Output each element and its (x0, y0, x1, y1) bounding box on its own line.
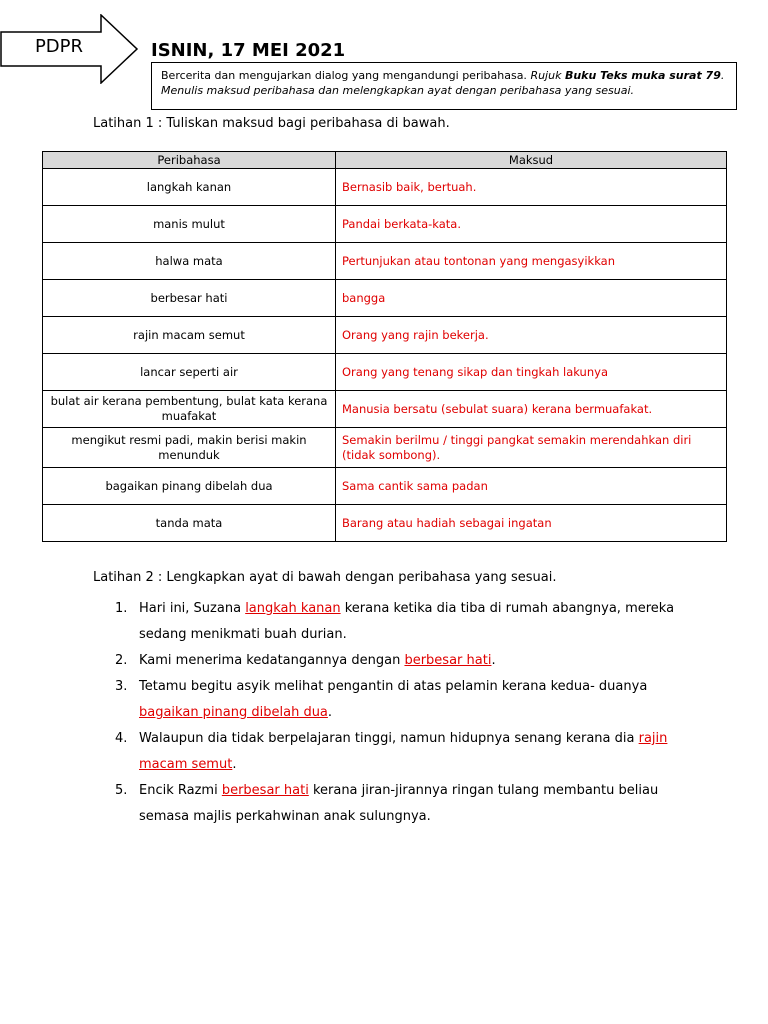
item-text-before: Kami menerima kedatangannya dengan (139, 653, 405, 668)
maksud-cell: Orang yang tenang sikap dan tingkah lakunya (336, 354, 727, 391)
item-number: 4. (115, 731, 128, 746)
latihan2-heading: Latihan 2 : Lengkapkan ayat di bawah dengan peribahasa yang sesuai. (93, 570, 557, 585)
peribahasa-cell: langkah kanan (43, 169, 336, 206)
item-answer: berbesar hati (221, 783, 309, 798)
item-number: 2. (115, 653, 128, 668)
list-item (115, 726, 675, 778)
item-text-before: Encik Razmi (139, 783, 222, 798)
item-text-after: kerana jiran-jirannya ringan tulang membantu beliau semasa majlis perkahwinan anak sulungnya. (139, 783, 659, 824)
table-row (43, 468, 727, 505)
item-text-before: Walaupun dia tidak berpelajaran tinggi, namun hidupnya senang kerana dia (139, 731, 639, 746)
item-text-before: Tetamu begitu asyik melihat pengantin di atas pelamin kerana kedua- duanya (139, 679, 648, 694)
item-text-after: . (327, 705, 333, 720)
instruction-line-1 (161, 68, 727, 83)
table-row (43, 317, 727, 354)
maksud-cell: Pandai berkata-kata. (336, 206, 727, 243)
item-answer: berbesar hati (404, 653, 492, 668)
peribahasa-cell: bagaikan pinang dibelah dua (43, 468, 336, 505)
list-item (115, 674, 675, 726)
maksud-cell: Pertunjukan atau tontonan yang mengasyikkan (336, 243, 727, 280)
latihan1-heading: Latihan 1 : Tuliskan maksud bagi peribahasa di bawah. (93, 116, 450, 131)
item-number: 3. (115, 679, 128, 694)
item-answer: bagaikan pinang dibelah dua (139, 705, 328, 720)
peribahasa-cell: bulat air kerana pembentung, bulat kata kerana muafakat (43, 391, 336, 428)
peribahasa-table (42, 151, 727, 542)
item-text-before: Hari ini, Suzana (139, 601, 246, 616)
maksud-cell: Sama cantik sama padan (336, 468, 727, 505)
instruction-ref-suffix: . (720, 69, 725, 82)
item-number: 1. (115, 601, 128, 616)
table-row (43, 428, 727, 468)
table-row (43, 354, 727, 391)
peribahasa-cell: tanda mata (43, 505, 336, 542)
column-header-peribahasa: Peribahasa (43, 152, 336, 169)
table-row (43, 206, 727, 243)
peribahasa-cell: halwa mata (43, 243, 336, 280)
table-row (43, 243, 727, 280)
item-answer: langkah kanan (245, 601, 341, 616)
instruction-ref-prefix: Rujuk (530, 69, 565, 82)
page-title: ISNIN, 17 MEI 2021 (151, 40, 346, 61)
table-row (43, 169, 727, 206)
table-row (43, 280, 727, 317)
maksud-cell: Orang yang rajin bekerja. (336, 317, 727, 354)
peribahasa-cell: berbesar hati (43, 280, 336, 317)
item-text-after: kerana ketika dia tiba di rumah abangnya, mereka sedang menikmati buah durian. (139, 601, 675, 642)
peribahasa-cell: rajin macam semut (43, 317, 336, 354)
table-header-row (43, 152, 727, 169)
instruction-text: Bercerita dan mengujarkan dialog yang mengandungi peribahasa. (161, 69, 531, 82)
peribahasa-cell: manis mulut (43, 206, 336, 243)
list-item (115, 778, 675, 830)
table-row (43, 505, 727, 542)
table-row (43, 391, 727, 428)
item-answer: rajin macam semut (139, 731, 668, 772)
list-item (115, 596, 675, 648)
maksud-cell: bangga (336, 280, 727, 317)
pdpr-tag: PDPR (34, 36, 84, 57)
maksud-cell: Barang atau hadiah sebagai ingatan (336, 505, 727, 542)
column-header-maksud: Maksud (336, 152, 727, 169)
maksud-cell: Semakin berilmu / tinggi pangkat semakin merendahkan diri (tidak sombong). (336, 428, 727, 468)
latihan2-list (115, 596, 675, 830)
instruction-line-2: Menulis maksud peribahasa dan melengkapkan ayat dengan peribahasa yang sesuai. (161, 84, 635, 97)
instruction-box (151, 62, 737, 110)
item-number: 5. (115, 783, 128, 798)
list-item (115, 648, 675, 674)
peribahasa-cell: lancar seperti air (43, 354, 336, 391)
maksud-cell: Manusia bersatu (sebulat suara) kerana bermuafakat. (336, 391, 727, 428)
maksud-cell: Bernasib baik, bertuah. (336, 169, 727, 206)
item-text-after: . (232, 757, 237, 772)
item-text-after: . (491, 653, 496, 668)
peribahasa-cell: mengikut resmi padi, makin berisi makin menunduk (43, 428, 336, 468)
instruction-ref-book: Buku Teks muka surat 79 (564, 69, 721, 82)
